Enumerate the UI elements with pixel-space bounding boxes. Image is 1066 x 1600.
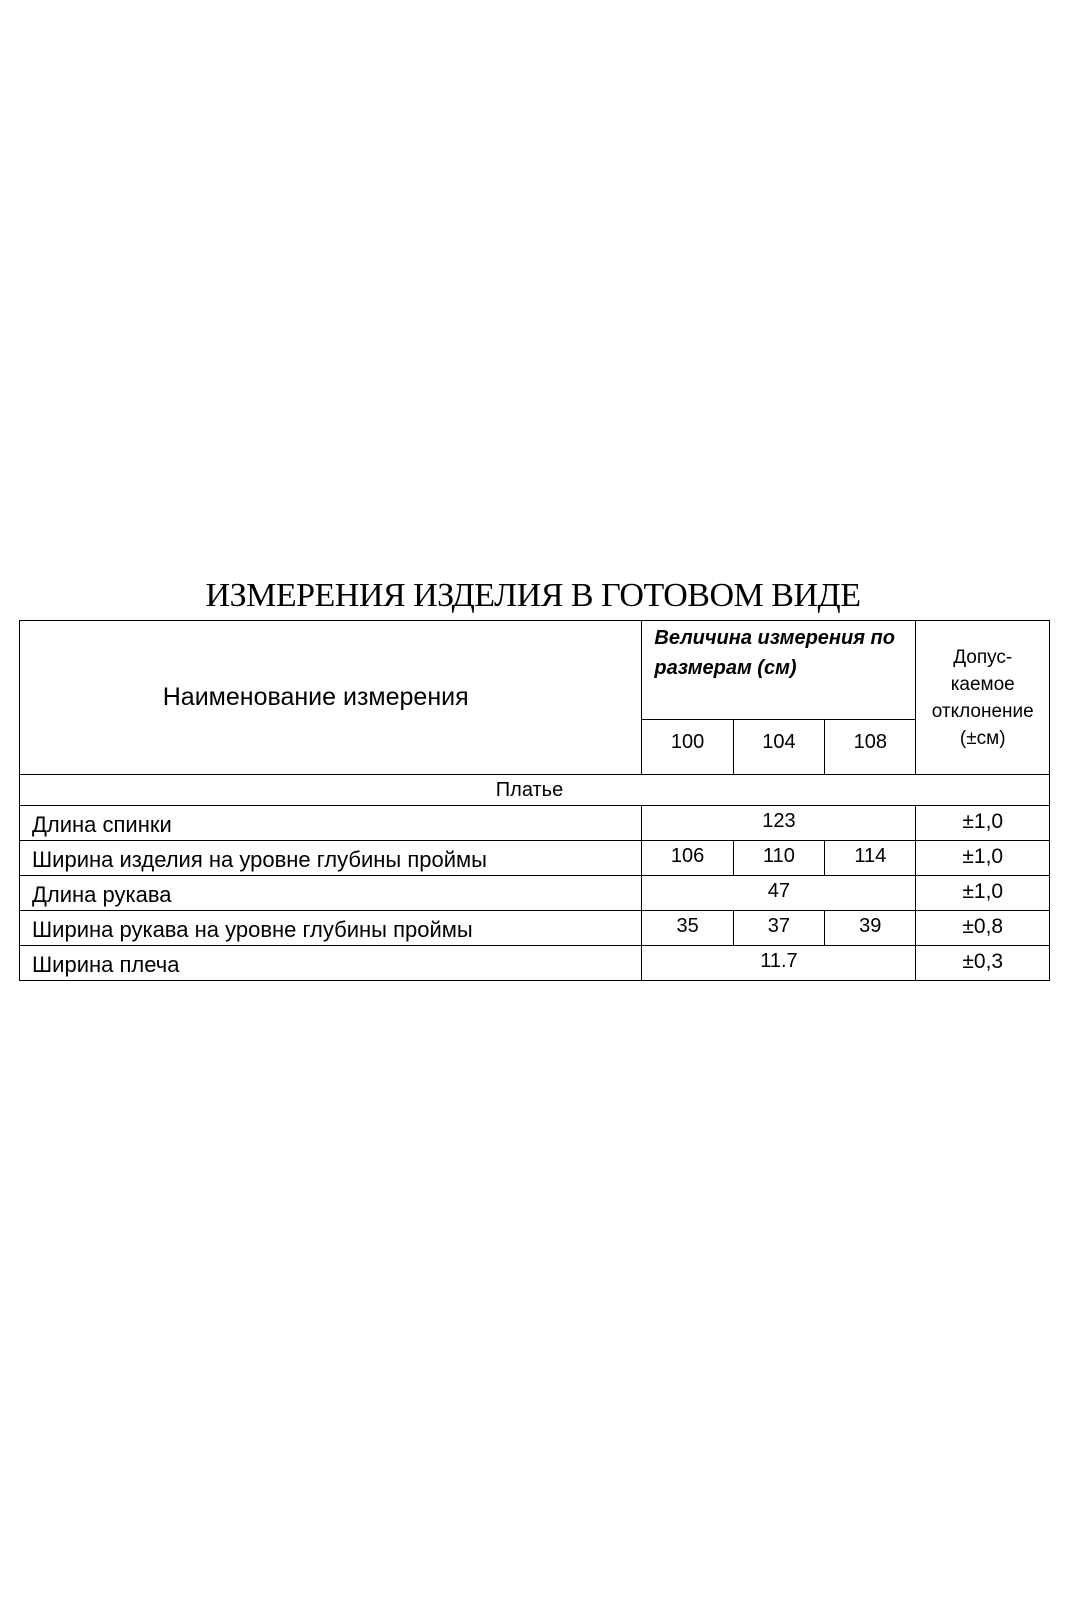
measurement-name: Ширина изделия на уровне глубины проймы [20, 841, 642, 876]
measurement-name: Длина рукава [20, 876, 642, 911]
section-title: Платье [20, 775, 1050, 806]
header-tolerance-line: Допус- [953, 646, 1013, 668]
table-row [20, 946, 1050, 981]
measurement-name: Длина спинки [20, 806, 642, 841]
measurement-value: 37 [733, 911, 824, 946]
section-row [20, 775, 1050, 806]
measurement-tolerance: ±1,0 [916, 876, 1050, 911]
measurement-value: 110 [733, 841, 824, 876]
measurement-tolerance: ±1,0 [916, 806, 1050, 841]
document-title: ИЗМЕРЕНИЯ ИЗДЕЛИЯ В ГОТОВОМ ВИДЕ [205, 577, 861, 614]
table-row [20, 806, 1050, 841]
measurement-value: 39 [825, 911, 916, 946]
measurement-name: Ширина плеча [20, 946, 642, 981]
header-tolerance [916, 621, 1050, 775]
table-row [20, 841, 1050, 876]
measurement-value: 11.7 [642, 946, 916, 981]
measurement-value: 114 [825, 841, 916, 876]
measurement-tolerance: ±0,3 [916, 946, 1050, 981]
measurement-tolerance: ±0,8 [916, 911, 1050, 946]
measurement-tolerance: ±1,0 [916, 841, 1050, 876]
header-size-104: 104 [733, 720, 824, 775]
header-size-group: Величина измерения по размерам (см) [642, 621, 916, 720]
header-row-top [20, 621, 1050, 720]
header-size-108: 108 [825, 720, 916, 775]
measurements-table [19, 620, 1050, 981]
table-row [20, 876, 1050, 911]
measurement-name: Ширина рукава на уровне глубины проймы [20, 911, 642, 946]
measurement-value: 35 [642, 911, 733, 946]
measurement-value: 106 [642, 841, 733, 876]
header-measurement-name: Наименование измерения [20, 621, 642, 775]
header-tolerance-line: отклонение [931, 700, 1034, 722]
header-tolerance-line: каемое [950, 673, 1015, 695]
header-tolerance-line: (±см) [959, 727, 1006, 749]
measurement-value: 123 [642, 806, 916, 841]
measurement-value: 47 [642, 876, 916, 911]
table-row [20, 911, 1050, 946]
header-size-100: 100 [642, 720, 733, 775]
